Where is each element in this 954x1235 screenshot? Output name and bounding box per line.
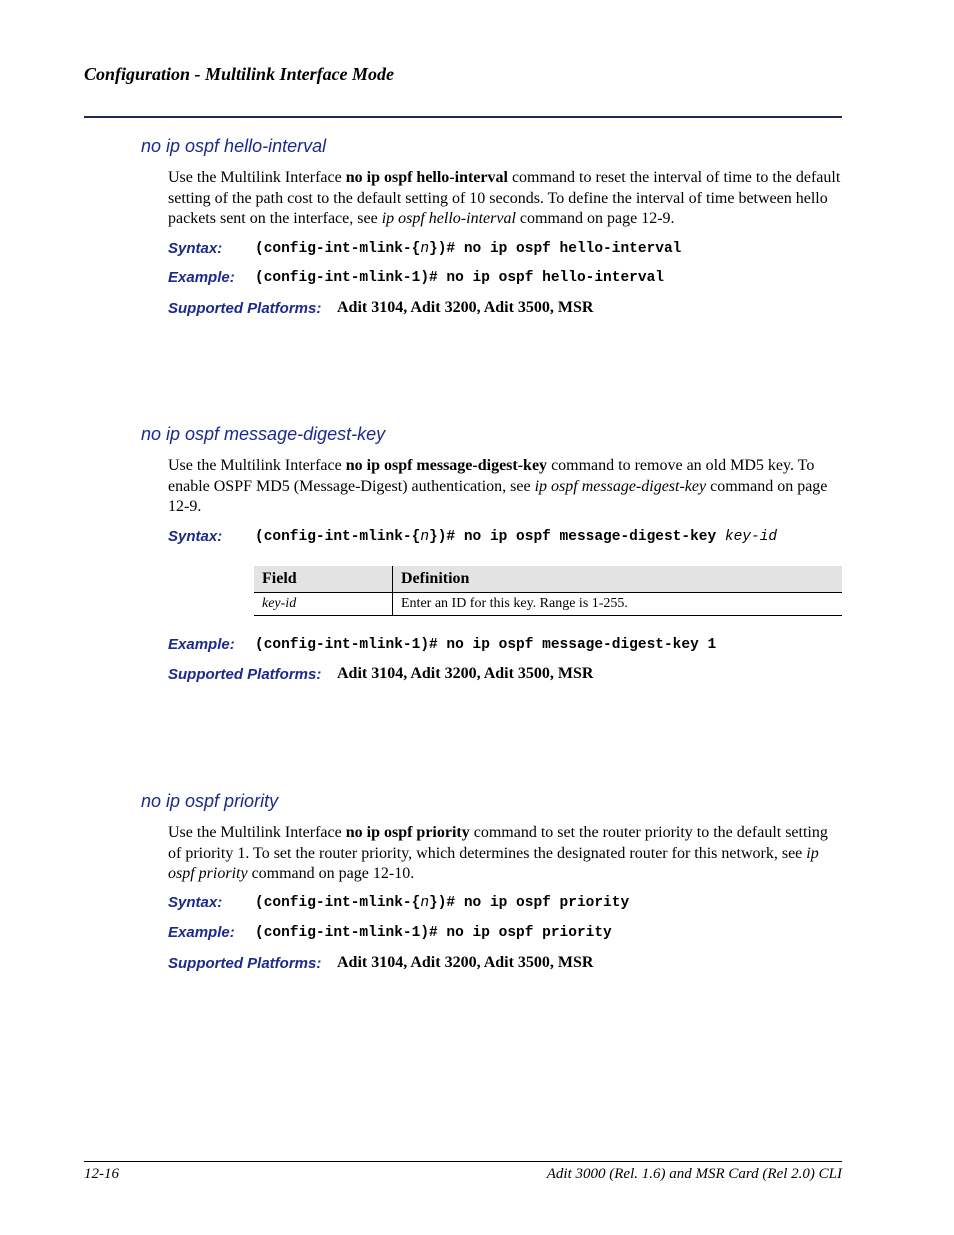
example-label: Example: — [168, 269, 235, 286]
syntax-label: Syntax: — [168, 894, 223, 911]
platforms-label: Supported Platforms: — [168, 955, 322, 972]
syntax-label: Syntax: — [168, 528, 223, 545]
desc-text: command on page 12-9. — [168, 477, 828, 515]
platforms-list: Adit 3104, Adit 3200, Adit 3500, MSR — [337, 665, 594, 682]
syntax-variable: n — [420, 895, 430, 911]
running-header-title: Configuration - Multilink Interface Mode — [84, 64, 395, 84]
example-command: (config-int-mlink-1)# no ip ospf hello-interval — [255, 270, 664, 286]
desc-reference: ip ospf priority — [168, 844, 819, 882]
section-description — [168, 456, 842, 518]
syntax-prefix: (config-int-mlink-{ — [255, 529, 421, 545]
example-command: (config-int-mlink-1)# no ip ospf message-digest-key 1 — [255, 637, 717, 653]
desc-text: command on page 12-9. — [515, 210, 675, 227]
table-header-row — [254, 566, 842, 593]
syntax-prefix: (config-int-mlink-{ — [255, 241, 421, 257]
syntax-command — [255, 241, 681, 257]
syntax-prefix: (config-int-mlink-{ — [255, 895, 421, 911]
desc-command: no ip ospf message-digest-key — [345, 457, 548, 474]
example-label: Example: — [168, 636, 235, 653]
desc-reference: ip ospf message-digest-key — [534, 477, 707, 495]
syntax-command — [255, 529, 777, 545]
example-command: (config-int-mlink-1)# no ip ospf priority — [255, 925, 612, 941]
desc-text: command to reset the interval of time to the default setting of the path cost to the default setting of 10 seconds. To define the interval of time between hello packets sent on the interface, see — [168, 169, 841, 227]
column-header-field: Field — [254, 566, 393, 593]
platforms-label: Supported Platforms: — [168, 300, 322, 317]
field-cell: key-id — [254, 593, 393, 616]
desc-text: command to set the router priority to the default setting of priority 1. To set the router priority, which determines the designated router for this network, see — [168, 824, 828, 862]
section-description — [168, 168, 842, 230]
footer-divider — [84, 1161, 842, 1162]
syntax-label: Syntax: — [168, 240, 223, 257]
desc-command: no ip ospf hello-interval — [345, 169, 508, 186]
document-title: Adit 3000 (Rel. 1.6) and MSR Card (Rel 2.0) CLI — [546, 1166, 842, 1182]
header-divider — [84, 116, 842, 118]
syntax-suffix: })# no ip ospf message-digest-key — [429, 529, 725, 545]
syntax-argument: key-id — [724, 529, 778, 545]
desc-command: no ip ospf priority — [345, 824, 470, 841]
section-title-priority: no ip ospf priority — [141, 791, 279, 811]
section-description — [168, 823, 842, 885]
desc-text: Use the Multilink Interface — [168, 169, 346, 186]
column-header-definition: Definition — [393, 566, 843, 593]
platforms-list: Adit 3104, Adit 3200, Adit 3500, MSR — [337, 954, 594, 971]
desc-text: command on page 12-10. — [247, 865, 415, 882]
section-title-message-digest-key: no ip ospf message-digest-key — [141, 424, 386, 444]
syntax-command — [255, 895, 629, 911]
section-title-hello-interval: no ip ospf hello-interval — [141, 136, 327, 156]
desc-text: Use the Multilink Interface — [168, 457, 346, 474]
table-row — [254, 593, 842, 616]
syntax-suffix: })# no ip ospf hello-interval — [429, 241, 682, 257]
platforms-label: Supported Platforms: — [168, 666, 322, 683]
definition-cell: Enter an ID for this key. Range is 1-255. — [393, 593, 843, 616]
example-label: Example: — [168, 924, 235, 941]
syntax-suffix: })# no ip ospf priority — [429, 895, 630, 911]
page-number: 12-16 — [84, 1166, 119, 1182]
platforms-list: Adit 3104, Adit 3200, Adit 3500, MSR — [337, 299, 594, 316]
desc-reference: ip ospf hello-interval — [381, 210, 516, 227]
field-definition-table — [254, 566, 842, 616]
desc-text: command to remove an old MD5 key. To enable OSPF MD5 (Message-Digest) authentication, see — [168, 457, 815, 495]
syntax-variable: n — [420, 529, 430, 545]
desc-text: Use the Multilink Interface — [168, 824, 346, 841]
syntax-variable: n — [420, 241, 430, 257]
